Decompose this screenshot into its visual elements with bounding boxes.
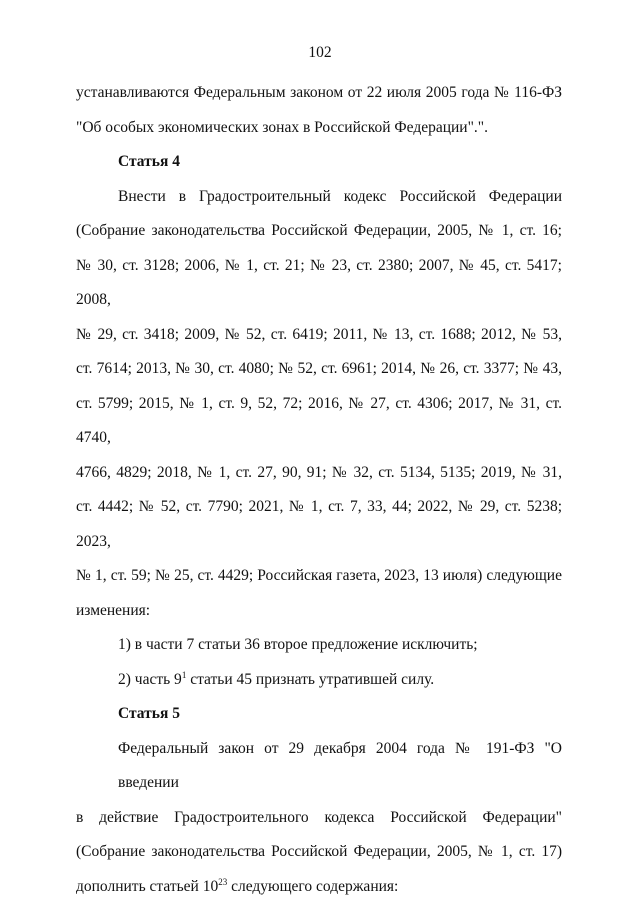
text-line: Внести в Градостроительный кодекс Российской Федерации bbox=[118, 187, 562, 205]
intro-paragraph bbox=[76, 76, 562, 145]
article-5-paragraph bbox=[76, 732, 562, 904]
text-line: № 30, ст. 3128; 2006, № 1, ст. 21; № 23, ст. 2380; 2007, № 45, ст. 5417; 2008, bbox=[76, 256, 562, 308]
text-line: ст. 7614; 2013, № 30, ст. 4080; № 52, ст. 6961; 2014, № 26, ст. 3377; № 43, bbox=[76, 360, 562, 377]
text-line: 4766, 4829; 2018, № 1, ст. 27, 90, 91; № 32, ст. 5134, 5135; 2019, № 31, bbox=[76, 463, 562, 481]
last-line-text-end: следующего содержания: bbox=[227, 877, 399, 895]
text-line: "Об особых экономических зонах в Российской Федерации".". bbox=[76, 118, 489, 136]
text-line: (Собрание законодательства Российской Федерации, 2005, № 1, ст. 17) bbox=[76, 843, 562, 860]
text-line: изменения: bbox=[76, 601, 151, 619]
text-line bbox=[76, 870, 562, 904]
item-2-text-end: статьи 45 признать утратившей силу. bbox=[186, 670, 435, 688]
last-line-text-start: дополнить статьей 10 bbox=[76, 877, 219, 895]
text-line: в действие Градостроительного кодекса Российской Федерации" bbox=[76, 808, 562, 826]
article-4-item-2 bbox=[76, 663, 562, 698]
page-number: 102 bbox=[308, 44, 332, 61]
text-line: ст. 4442; № 52, ст. 7790; 2021, № 1, ст. 7, 33, 44; 2022, № 29, ст. 5238; 2023, bbox=[76, 498, 562, 550]
document-content bbox=[76, 76, 562, 904]
item-2-text-start: 2) часть 9 bbox=[118, 670, 182, 688]
article-4-heading: Статья 4 bbox=[118, 153, 180, 170]
text-line: ст. 5799; 2015, № 1, ст. 9, 52, 72; 2016, № 27, ст. 4306; 2017, № 31, ст. 4740, bbox=[76, 394, 562, 446]
article-4-item-1: 1) в части 7 статьи 36 второе предложение исключить; bbox=[118, 636, 478, 653]
text-line: (Собрание законодательства Российской Федерации, 2005, № 1, ст. 16; bbox=[76, 222, 562, 239]
last-line-superscript: 23 bbox=[218, 876, 228, 887]
text-line: № 1, ст. 59; № 25, ст. 4429; Российская газета, 2023, 13 июля) следующие bbox=[76, 567, 562, 584]
article-4-paragraph bbox=[76, 180, 562, 629]
item-2-superscript: 1 bbox=[181, 669, 187, 680]
text-line: устанавливаются Федеральным законом от 22 июля 2005 года № 116-ФЗ bbox=[76, 84, 562, 101]
text-line: № 29, ст. 3418; 2009, № 52, ст. 6419; 2011, № 13, ст. 1688; 2012, № 53, bbox=[76, 325, 562, 343]
article-5-heading: Статья 5 bbox=[118, 705, 180, 722]
text-line: Федеральный закон от 29 декабря 2004 года № 191-ФЗ "О введении bbox=[118, 739, 562, 791]
